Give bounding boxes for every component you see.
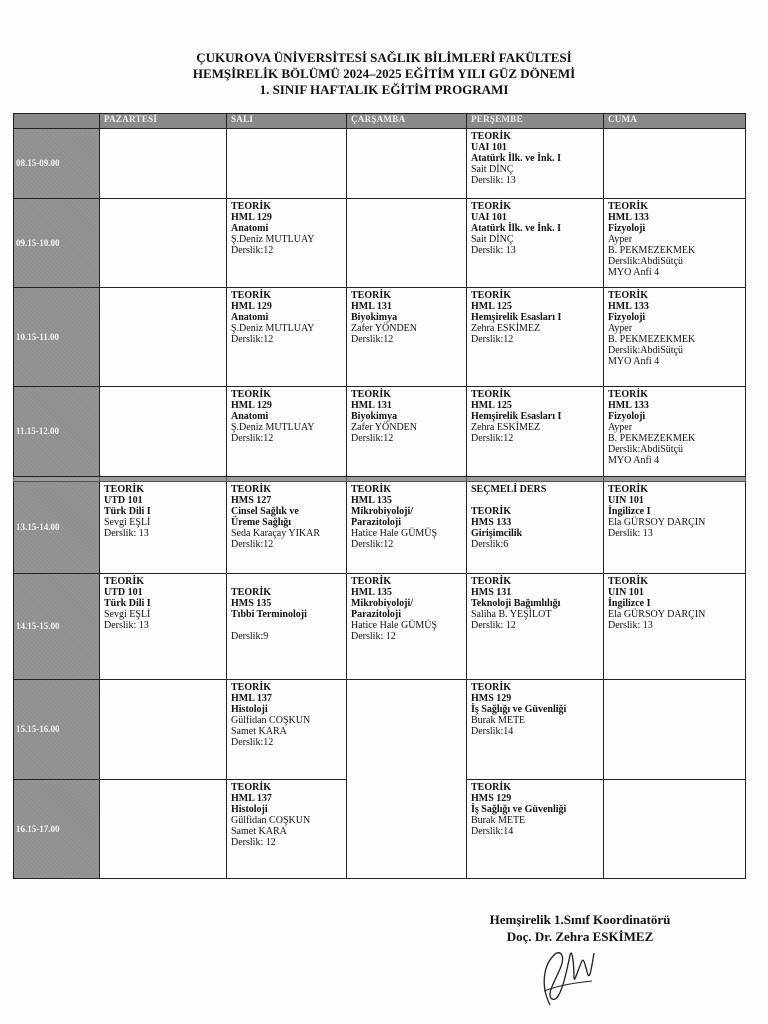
session-type: TEORİK (608, 290, 649, 301)
course-code: HML 125 (471, 301, 512, 312)
course-code: HML 131 (351, 301, 392, 312)
schedule-cell (227, 387, 347, 477)
course-name: Türk Dili I (104, 506, 151, 517)
instructor: Sait DİNÇ (471, 164, 514, 175)
course-name: Üreme Sağlığı (231, 517, 292, 528)
elective-label: SEÇMELİ DERS (471, 484, 547, 495)
schedule-cell-empty (100, 129, 227, 199)
course-code: HML 135 (351, 495, 392, 506)
schedule-cell-empty (604, 780, 746, 879)
instructor: Ayper (608, 323, 633, 334)
coordinator-name: Doç. Dr. Zehra ESKİMEZ (506, 929, 654, 944)
schedule-cell-empty (604, 129, 746, 199)
classroom: Derslik:14 (471, 826, 514, 837)
schedule-cell (467, 199, 604, 288)
classroom: Sütçü (660, 444, 683, 455)
time-slot: 11.15-12.00 (14, 387, 100, 477)
schedule-cell (227, 199, 347, 288)
course-code: HML 129 (231, 400, 272, 411)
schedule-cell (467, 574, 604, 680)
course-name: Parazitoloji (351, 609, 401, 620)
classroom: Derslik: 13 (608, 620, 653, 631)
table-row (14, 288, 746, 387)
course-name: Cinsel Sağlık ve (231, 506, 299, 517)
schedule-cell (467, 482, 604, 574)
session-type: TEORİK (608, 201, 649, 212)
session-type: TEORİK (351, 290, 392, 301)
instructor: Ela GÜRSOY DARÇIN (608, 609, 706, 620)
classroom: Derslik:Abdi (608, 444, 661, 455)
instructor: Sait DİNÇ (471, 234, 514, 245)
classroom: Derslik: 13 (471, 175, 516, 186)
course-code: HML 133 (608, 212, 649, 223)
course-name: Girişimcilik (471, 528, 523, 539)
classroom: Derslik:12 (231, 245, 274, 256)
course-code: HML 125 (471, 400, 512, 411)
course-code: UIN 101 (608, 495, 644, 506)
instructor: Hatice Hale GÜMÜŞ (351, 528, 438, 539)
course-code: HML 133 (608, 301, 649, 312)
document-header (0, 50, 768, 98)
schedule-cell (604, 199, 746, 288)
session-type: TEORİK (231, 587, 272, 598)
classroom: Derslik: 12 (231, 837, 276, 848)
schedule-cell (227, 780, 347, 879)
classroom: Derslik:12 (351, 334, 394, 345)
course-name: Anatomi (231, 411, 269, 422)
table-row (14, 482, 746, 574)
instructor: Ayper (608, 422, 633, 433)
schedule-cell-empty (100, 387, 227, 477)
classroom: MYO Anfi 4 (608, 455, 660, 466)
classroom: Derslik:Abdi (608, 345, 661, 356)
session-type: TEORİK (231, 201, 272, 212)
instructor: Zafer YÖNDEN (351, 323, 417, 334)
schedule-cell-empty (347, 199, 467, 288)
classroom: Derslik:12 (231, 334, 274, 345)
course-name: İngilizce I (608, 598, 651, 609)
schedule-cell (100, 482, 227, 574)
corner-cell (14, 114, 100, 129)
schedule-cell-empty (604, 680, 746, 780)
course-name: Atatürk İlk. ve İnk. I (471, 153, 562, 164)
course-code: UAI 101 (471, 142, 507, 153)
course-name: Fizyoloji (608, 312, 646, 323)
schedule-cell (227, 288, 347, 387)
course-code: HML 131 (351, 400, 392, 411)
schedule-cell-empty (227, 129, 347, 199)
schedule-cell-empty (100, 780, 227, 879)
session-type: TEORİK (471, 290, 512, 301)
course-name: Biyokimya (351, 411, 398, 422)
schedule-cell (467, 387, 604, 477)
course-code: HML 135 (351, 587, 392, 598)
course-name: Fizyoloji (608, 223, 646, 234)
course-name: İş Sağlığı ve Güvenliği (471, 704, 567, 715)
course-code: HMS 135 (231, 598, 272, 609)
course-name: Histoloji (231, 704, 268, 715)
header-university: ÇUKUROVA ÜNİVERSİTESİ SAĞLIK BİLİMLERİ FAKÜLTESİ (196, 50, 572, 65)
session-type: TEORİK (351, 576, 392, 587)
instructor: Ş.Deniz MUTLUAY (231, 323, 315, 334)
course-code: HML 129 (231, 301, 272, 312)
classroom: Derslik: 12 (351, 631, 396, 642)
course-name: Fizyoloji (608, 411, 646, 422)
instructor: B. PEKMEZEKMEK (608, 334, 696, 345)
session-type: TEORİK (471, 576, 512, 587)
course-name: Anatomi (231, 223, 269, 234)
session-type: TEORİK (471, 389, 512, 400)
time-slot: 10.15-11.00 (14, 288, 100, 387)
session-type: TEORİK (104, 484, 145, 495)
classroom: Derslik:12 (471, 334, 514, 345)
course-code: HMS 131 (471, 587, 512, 598)
instructor: Saliha B. YEŞİLOT (471, 609, 552, 620)
course-name: Biyokimya (351, 312, 398, 323)
course-name: Mikrobiyoloji/ (351, 598, 414, 609)
instructor: Ş.Deniz MUTLUAY (231, 422, 315, 433)
classroom: Derslik:12 (231, 737, 274, 748)
day-header-tuesday: SALI (227, 114, 347, 129)
course-code: HML 129 (231, 212, 272, 223)
course-name: Teknoloji Bağımlılığı (471, 598, 561, 609)
schedule-cell-empty (347, 680, 467, 879)
schedule-cell (604, 482, 746, 574)
instructor: Ayper (608, 234, 633, 245)
session-type: TEORİK (471, 782, 512, 793)
session-type: TEORİK (608, 484, 649, 495)
schedule-cell (467, 288, 604, 387)
handwritten-signature-icon (530, 925, 600, 1010)
classroom: Derslik:12 (231, 539, 274, 550)
classroom: Derslik:12 (471, 433, 514, 444)
course-code: UAI 101 (471, 212, 507, 223)
course-name: İş Sağlığı ve Güvenliği (471, 804, 567, 815)
classroom: Derslik:12 (231, 433, 274, 444)
time-slot: 08.15-09.00 (14, 129, 100, 199)
schedule-cell (604, 288, 746, 387)
classroom: Derslik: 13 (104, 528, 149, 539)
header-program: 1. SINIF HAFTALIK EĞİTİM PROGRAMI (259, 82, 509, 97)
schedule-cell-empty (347, 129, 467, 199)
course-code: HML 137 (231, 693, 272, 704)
classroom: Derslik:12 (351, 433, 394, 444)
session-type: TEORİK (104, 576, 145, 587)
course-code: HMS 127 (231, 495, 272, 506)
header-department: HEMŞİRELİK BÖLÜMÜ 2024–2025 EĞİTİM YILI GÜZ DÖNEMİ (192, 66, 576, 81)
instructor: Seda Karaçay YIKAR (231, 528, 321, 539)
schedule-cell-empty (100, 199, 227, 288)
weekly-schedule-table (13, 113, 746, 879)
course-name: Hemşirelik Esasları I (471, 411, 562, 422)
course-name: Anatomi (231, 312, 269, 323)
table-row (14, 129, 746, 199)
instructor: Gülfidan COŞKUN (231, 815, 311, 826)
instructor: Ş.Deniz MUTLUAY (231, 234, 315, 245)
session-type: TEORİK (231, 782, 272, 793)
day-header-monday: PAZARTESİ (100, 114, 227, 129)
course-name: Türk Dili I (104, 598, 151, 609)
schedule-cell (227, 680, 347, 780)
classroom: Derslik: 13 (471, 245, 516, 256)
course-name: Histoloji (231, 804, 268, 815)
time-slot: 16.15-17.00 (14, 780, 100, 879)
classroom: Derslik: 12 (471, 620, 516, 631)
instructor: Ela GÜRSOY DARÇIN (608, 517, 706, 528)
schedule-cell (604, 574, 746, 680)
schedule-cell-empty (100, 288, 227, 387)
instructor: Sevgi EŞLİ (104, 609, 151, 620)
classroom: Derslik: 13 (104, 620, 149, 631)
session-type: TEORİK (471, 682, 512, 693)
course-code: HMS 129 (471, 693, 512, 704)
schedule-cell (347, 288, 467, 387)
session-type: TEORİK (351, 389, 392, 400)
schedule-cell (347, 387, 467, 477)
day-header-wednesday: ÇARŞAMBA (347, 114, 467, 129)
instructor: Samet KARA (231, 826, 287, 837)
classroom: Derslik: 13 (608, 528, 653, 539)
table-row (14, 199, 746, 288)
time-slot: 15.15-16.00 (14, 680, 100, 780)
day-header-thursday: PERŞEMBE (467, 114, 604, 129)
time-slot: 09.15-10.00 (14, 199, 100, 288)
course-code: HMS 129 (471, 793, 512, 804)
instructor: Burak METE (471, 815, 526, 826)
classroom: Derslik:14 (471, 726, 514, 737)
course-name: Hemşirelik Esasları I (471, 312, 562, 323)
schedule-cell-empty (100, 680, 227, 780)
classroom: Derslik:9 (231, 631, 269, 642)
session-type: TEORİK (231, 484, 272, 495)
classroom: MYO Anfi 4 (608, 356, 660, 367)
course-name: Atatürk İlk. ve İnk. I (471, 223, 562, 234)
instructor: Zehra ESKİMEZ (471, 422, 541, 433)
schedule-cell (467, 680, 604, 780)
course-code: HML 133 (608, 400, 649, 411)
course-name: Tıbbi Terminoloji (231, 609, 307, 620)
schedule-cell (604, 387, 746, 477)
course-code: HMS 133 (471, 517, 512, 528)
instructor: Samet KARA (231, 726, 287, 737)
day-header-row (14, 114, 746, 129)
session-type: TEORİK (608, 576, 649, 587)
course-name: Mikrobiyoloji/ (351, 506, 414, 517)
classroom: Derslik:Abdi (608, 256, 661, 267)
classroom: Derslik:6 (471, 539, 509, 550)
instructor: Zafer YÖNDEN (351, 422, 417, 433)
instructor: Zehra ESKİMEZ (471, 323, 541, 334)
course-name: Parazitoloji (351, 517, 401, 528)
instructor: Hatice Hale GÜMÜŞ (351, 620, 438, 631)
time-slot: 14.15-15.00 (14, 574, 100, 680)
instructor: Burak METE (471, 715, 526, 726)
table-row (14, 387, 746, 477)
classroom: MYO Anfi 4 (608, 267, 660, 278)
course-code: UTD 101 (104, 495, 143, 506)
session-type: TEORİK (471, 201, 512, 212)
session-type: TEORİK (231, 682, 272, 693)
schedule-cell (227, 482, 347, 574)
schedule-cell (347, 482, 467, 574)
classroom: Sütçü (660, 345, 683, 356)
course-code: UIN 101 (608, 587, 644, 598)
course-code: HML 137 (231, 793, 272, 804)
table-row (14, 680, 746, 780)
course-name: İngilizce I (608, 506, 651, 517)
session-type: TEORİK (231, 389, 272, 400)
instructor: Sevgi EŞLİ (104, 517, 151, 528)
session-type: TEORİK (608, 389, 649, 400)
table-row (14, 574, 746, 680)
instructor: B. PEKMEZEKMEK (608, 433, 696, 444)
session-type: TEORİK (231, 290, 272, 301)
instructor: Gülfidan COŞKUN (231, 715, 311, 726)
day-header-friday: CUMA (604, 114, 746, 129)
session-type: TEORİK (351, 484, 392, 495)
time-slot: 13.15-14.00 (14, 482, 100, 574)
schedule-cell (227, 574, 347, 680)
course-code: UTD 101 (104, 587, 143, 598)
instructor: B. PEKMEZEKMEK (608, 245, 696, 256)
schedule-cell (347, 574, 467, 680)
classroom: Sütçü (660, 256, 683, 267)
schedule-cell (467, 129, 604, 199)
schedule-cell (467, 780, 604, 879)
session-type: TEORİK (471, 131, 512, 142)
coordinator-title: Hemşirelik 1.Sınıf Koordinatörü (489, 912, 671, 927)
schedule-cell (100, 574, 227, 680)
classroom: Derslik:12 (351, 539, 394, 550)
session-type: TEORİK (471, 506, 512, 517)
